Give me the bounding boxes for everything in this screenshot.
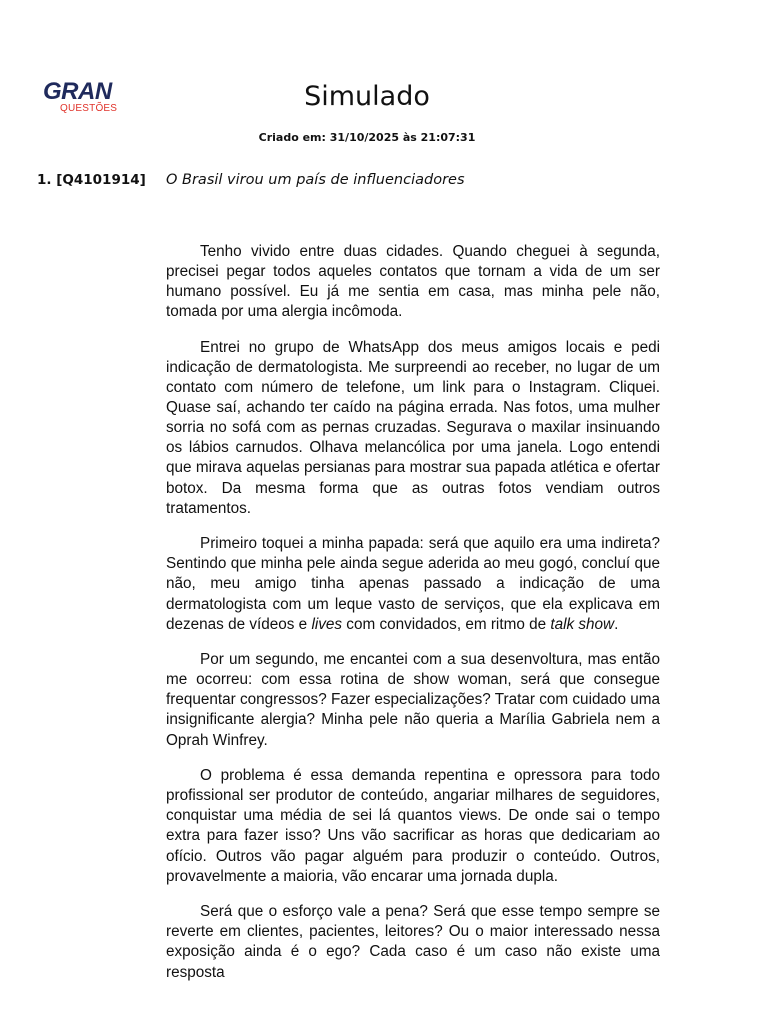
paragraph: Por um segundo, me encantei com a sua desenvoltura, mas então me ocorreu: com essa rotina de show woman, será que consegue frequentar congressos? Fazer especializações? Tratar com cuidado uma insignificante alergia? Minha pele não queria a Marília Gabriela nem a Oprah Winfrey. <box>166 651 661 749</box>
emphasis-text: lives <box>311 615 343 633</box>
paragraph-text: Primeiro toquei a minha papada: será que aquilo era uma indireta? Sentindo que minha pele ainda segue aderida ao meu gogó, concluí que não, meu amigo tinha apenas passado a indicação de uma dermatologista com um leque vasto de serviços, que ela explicava em dezenas de vídeos e <box>166 535 660 633</box>
paragraph: Será que o esforço vale a pena? Será que esse tempo sempre se reverte em clientes, pacientes, leitores? Ou o maior interessado nessa exposição ainda é o ego? Cada caso é um caso não existe uma resposta <box>166 903 660 981</box>
paragraph <box>166 534 660 634</box>
paragraph-text: com convidados, em ritmo de <box>342 615 551 633</box>
paragraph: O problema é essa demanda repentina e opressora para todo profissional ser produtor de conteúdo, angariar milhares de seguidores, conquistar uma média de sei lá quantos views. De onde sai o tempo extra para fazer isso? Uns vão sacrificar as horas que dedicariam ao ofício. Outros vão pagar alguém para produzir o conteúdo. Outros, provavelmente a maioria, vão encarar uma jornada dupla. <box>166 767 660 885</box>
question-title: O Brasil virou um país de influenciadores <box>166 172 465 188</box>
emphasis-text: talk show <box>550 615 615 633</box>
logo-sub-text: QUESTÕES <box>60 103 118 114</box>
paragraph: Entrei no grupo de WhatsApp dos meus amigos locais e pedi indicação de dermatologista. Me surpreendi ao receber, no lugar de um contato com número de telefone, um link para o Instagram. Cliquei. Quase saí, achando ter caído na página errada. Nas fotos, uma mulher sorria no sofá com as pernas cruzadas. Segurava o maxilar insinuando os lábios carnudos. Olhava melancólica por uma janela. Logo entendi que mirava aquelas persianas para mostrar sua papada atlética e ofertar botox. Da mesma forma que as outras fotos vendiam outros tratamentos. <box>166 338 660 517</box>
question-number: 1. [Q4101914] <box>37 172 146 188</box>
page-title: Simulado <box>304 81 430 112</box>
created-timestamp: Criado em: 31/10/2025 às 21:07:31 <box>258 131 476 144</box>
question-text <box>166 242 660 983</box>
logo-main-text: GRAN <box>43 78 112 105</box>
paragraph: Tenho vivido entre duas cidades. Quando cheguei à segunda, precisei pegar todos aqueles contatos que tornam a vida de um ser humano possível. Eu já me sentia em casa, mas minha pele não, tomada por uma alergia incômoda. <box>166 243 660 321</box>
paragraph-text: . <box>614 615 619 633</box>
